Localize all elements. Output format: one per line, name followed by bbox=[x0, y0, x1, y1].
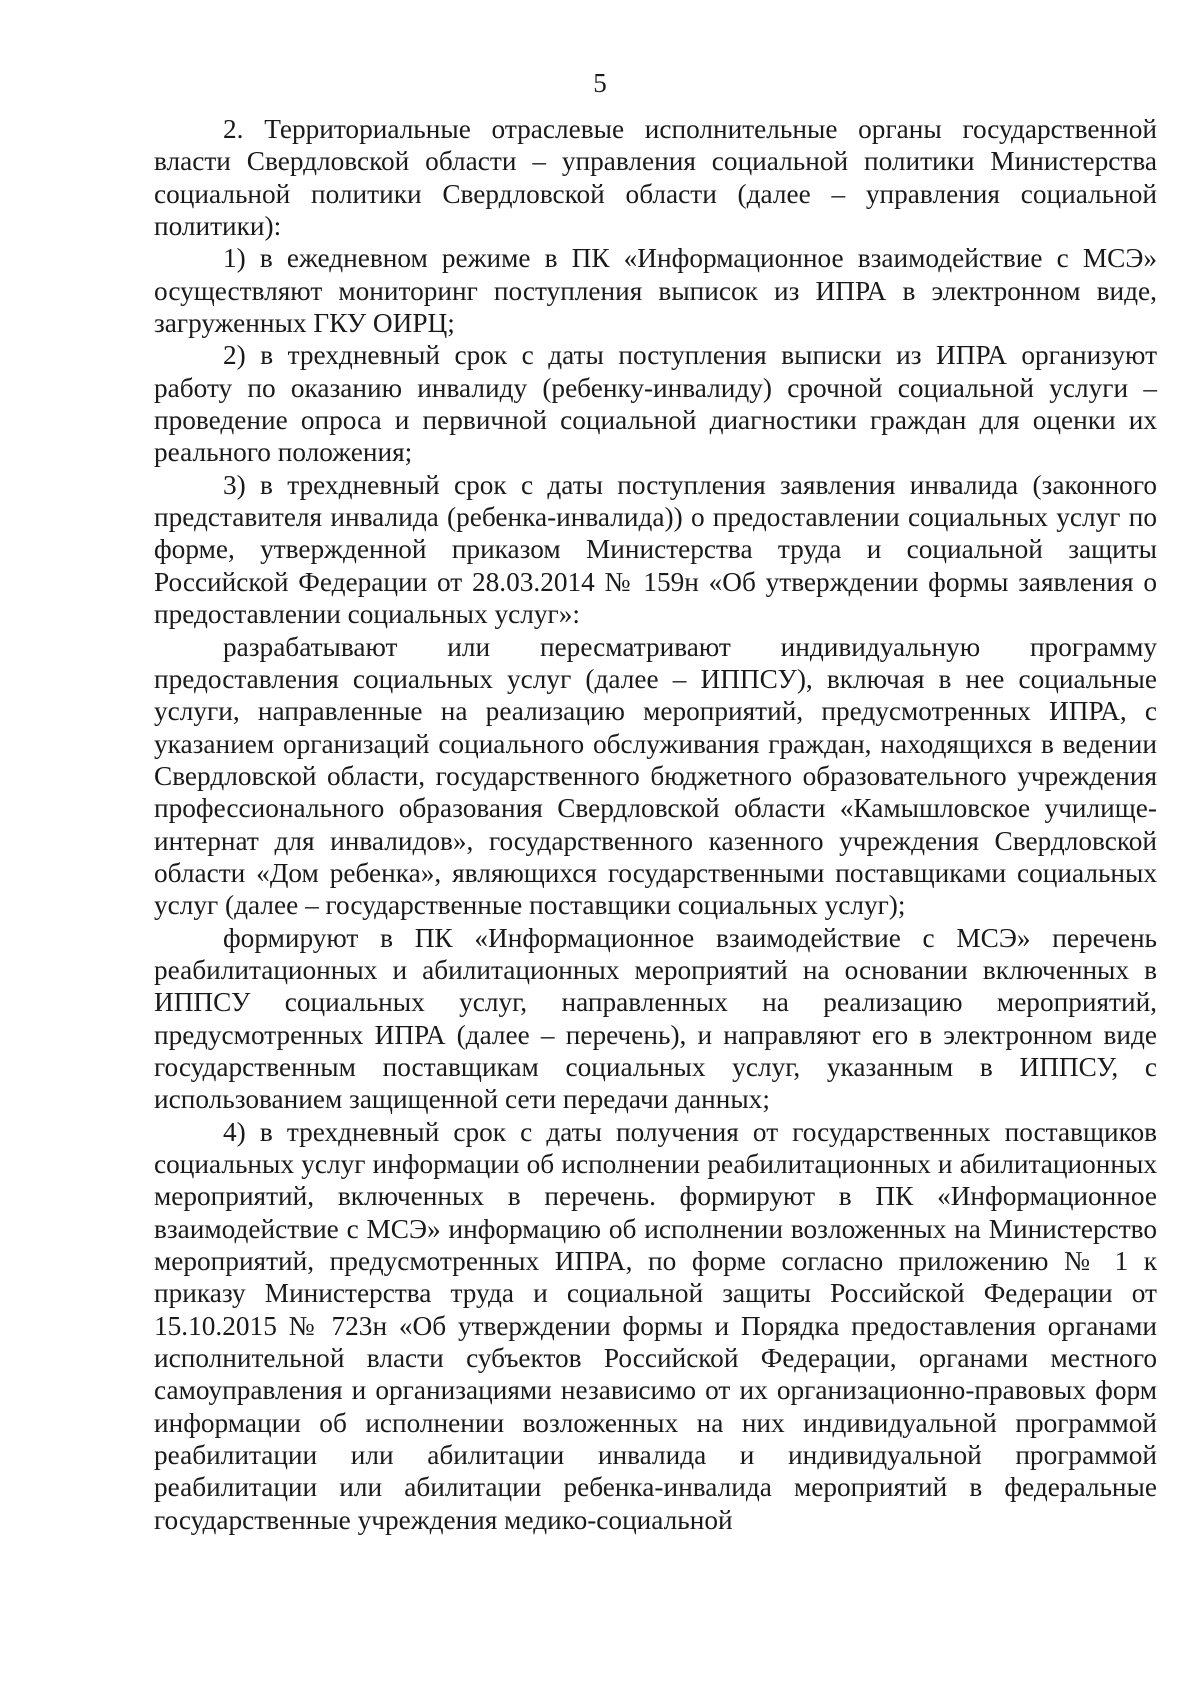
document-body bbox=[154, 113, 1157, 1536]
paragraph-item-3-develop-ippsu: разрабатывают или пересматривают индивидуальную программу предоставления социальных услуг (далее – ИППСУ), включая в нее социальные услуги, направленные на реализацию мероприятий, предусмотренных ИПРА, с указанием организаций социального обслуживания граждан, находящихся в ведении Свердловской области, государственного бюджетного образовательного учреждения профессионального образования Свердловской области «Камышловское училище-интернат для инвалидов», государственного казенного учреждения Свердловской области «Дом ребенка», являющихся государственными поставщиками социальных услуг (далее – государственные поставщики социальных услуг); bbox=[154, 631, 1157, 921]
paragraph-item-2: 2) в трехдневный срок с даты поступления выписки из ИПРА организуют работу по оказанию инвалиду (ребенку-инвалиду) срочной социальной услуги – проведение опроса и первичной социальной диагностики граждан для оценки их реального положения; bbox=[154, 340, 1157, 468]
paragraph-item-4: 4) в трехдневный срок с даты получения от государственных поставщиков социальных услуг информации об исполнении реабилитационных и абилитационных мероприятий, включенных в перечень. формируют в ПК «Информационное взаимодействие с МСЭ» информацию об исполнении возложенных на Министерство мероприятий, предусмотренных ИПРА, по форме согласно приложению № 1 к приказу Министерства труда и социальной защиты Российской Федерации от 15.10.2015 № 723н «Об утверждении формы и Порядка предоставления органами исполнительной власти субъектов Российской Федерации, органами местного самоуправления и организациями независимо от их организационно-правовых форм информации об исполнении возложенных на них индивидуальной программой реабилитации или абилитации инвалида и индивидуальной программой реабилитации или абилитации ребенка-инвалида мероприятий в федеральные государственные учреждения медико-социальной bbox=[154, 1116, 1157, 1535]
paragraph-item-3: 3) в трехдневный срок с даты поступления заявления инвалида (законного представителя инвалида (ребенка-инвалида)) о предоставлении социальных услуг по форме, утвержденной приказом Министерства труда и социальной защиты Российской Федерации от 28.03.2014 № 159н «Об утверждении формы заявления о предоставлении социальных услуг»: bbox=[154, 469, 1157, 630]
page-number: 5 bbox=[593, 68, 607, 98]
paragraph-item-3-form-list: формируют в ПК «Информационное взаимодействие с МСЭ» перечень реабилитационных и абилитационных мероприятий на основании включенных в ИППСУ социальных услуг, направленных на реализацию мероприятий, предусмотренных ИПРА (далее – перечень), и направляют его в электронном виде государственным поставщикам социальных услуг, указанным в ИППСУ, с использованием защищенной сети передачи данных; bbox=[154, 922, 1157, 1115]
paragraph-section-2: 2. Территориальные отраслевые исполнительные органы государственной власти Свердловской области – управления социальной политики Министерства социальной политики Свердловской области (далее – управления социальной политики): bbox=[154, 114, 1157, 242]
paragraph-item-1: 1) в ежедневном режиме в ПК «Информационное взаимодействие с МСЭ» осуществляют мониторинг поступления выписок из ИПРА в электронном виде, загруженных ГКУ ОИРЦ; bbox=[154, 243, 1157, 339]
